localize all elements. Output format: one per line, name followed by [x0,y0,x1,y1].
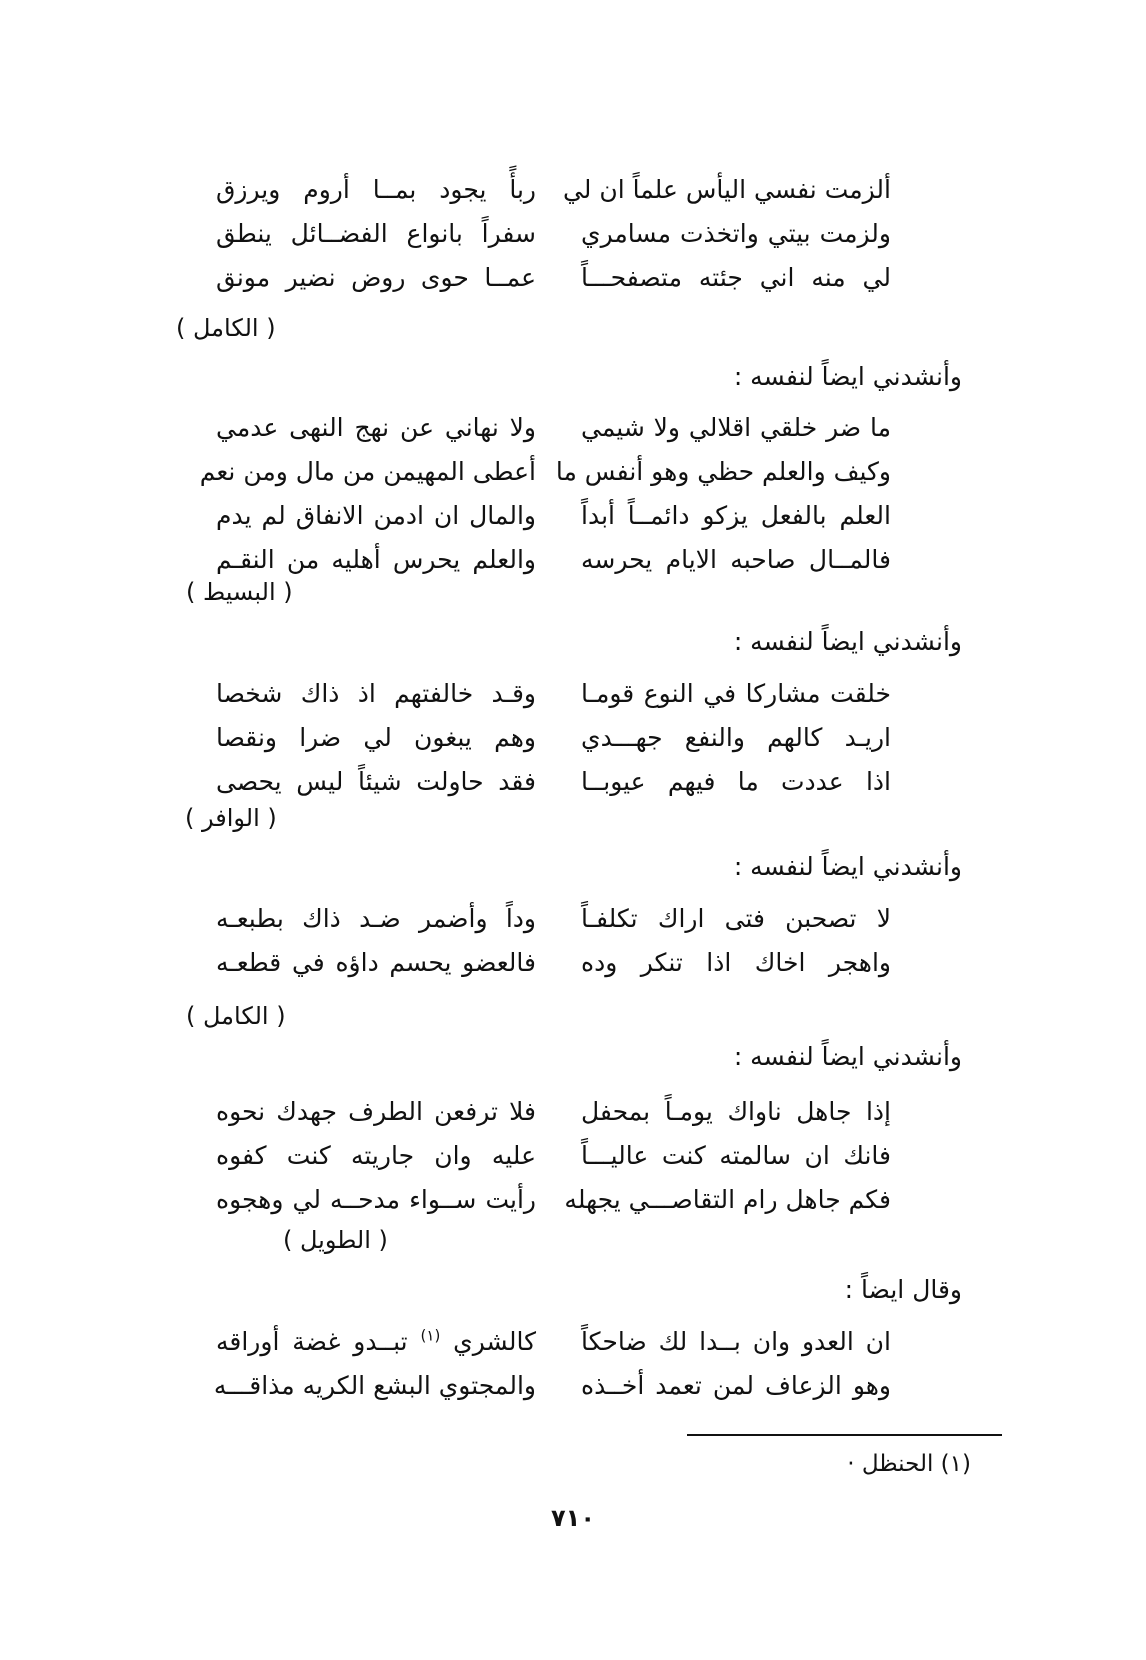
verse-first-hemistich: العلم بالفعل يزكو دائمــاً أبداً [581,501,891,530]
verse-second-hemistich: رأيت ســواء مدحــه لي وهجوه [216,1185,536,1214]
verse [0,1090,1146,1134]
verse [0,1178,1146,1222]
verse-second-hemistich: والعلم يحرس أهليه من النقـم [216,545,536,574]
verse-second-hemistich: فقد حاولت شيئاً ليس يحصى [216,767,536,796]
verse-first-hemistich: فانك ان سالمته كنت عاليـــاً [581,1141,891,1170]
poem-intro: وأنشدني ايضاً لنفسه : [733,1042,962,1071]
verse-second-hemistich: أعطى المهيمن من مال ومن نعم [199,457,536,486]
verse-first-hemistich: ألزمت نفسي اليأس علماً ان لي [562,175,891,204]
verse [0,760,1146,804]
poem-3 [0,672,1146,804]
verse-first-hemistich: خلقت مشاركا في النوع قومـا [581,679,891,708]
poem-4 [0,897,1146,985]
verse [0,538,1146,582]
verse-second-hemistich: والمجتوي البشع الكريه مذاقـــه [213,1371,536,1400]
verse [0,1134,1146,1178]
verse [0,897,1146,941]
verse [0,450,1146,494]
meter-label: ( الوافر ) [185,804,277,832]
verse-first-hemistich: فكم جاهل رام التقاصـــي يجهله [564,1185,891,1214]
verse-second-hemistich [216,1320,536,1364]
verse [0,168,1146,212]
page-number: ٧١٠ [551,1504,595,1532]
poem-5 [0,1090,1146,1222]
verse [0,212,1146,256]
verse-first-hemistich: اريـد كالهم والنفع جهـــدي [581,723,891,752]
verse-second-hemistich: فالعضو يحسم داؤه في قطعـه [216,948,536,977]
verse-second-hemistich: والمال ان ادمن الانفاق لم يدم [216,501,536,530]
footnote-divider [687,1434,1002,1436]
verse [0,256,1146,300]
meter-label: ( الطويل ) [283,1226,388,1254]
poem-1 [0,168,1146,300]
verse [0,941,1146,985]
footnote-marker: (١) [420,1326,441,1345]
verse [0,1320,1146,1364]
poem-2 [0,406,1146,582]
verse-first-hemistich: لي منه اني جئته متصفحـــاً [581,263,891,292]
meter-label: ( الكامل ) [176,314,276,342]
verse-first-hemistich: ولزمت بيتي واتخذت مسامري [581,219,891,248]
verse [0,1364,1146,1408]
verse-text: تبــدو غضة أوراقه [216,1327,408,1356]
verse [0,494,1146,538]
verse-first-hemistich: وهو الزعاف لمن تعمد أخــذه [581,1371,891,1400]
verse-text: كالشري [453,1327,536,1356]
meter-label: ( البسيط ) [186,578,293,606]
poem-6 [0,1320,1146,1408]
poem-intro: وأنشدني ايضاً لنفسه : [733,627,962,656]
meter-label: ( الكامل ) [186,1002,286,1030]
verse [0,406,1146,450]
verse-first-hemistich: فالمــال صاحبه الايام يحرسه [581,545,891,574]
verse-second-hemistich: عليه وان جاريته كنت كفوه [216,1141,536,1170]
verse-first-hemistich: لا تصحبن فتى اراك تكلفـاً [581,904,891,933]
verse [0,716,1146,760]
verse-second-hemistich: سفراً بانواع الفضــائل ينطق [216,219,536,248]
verse-second-hemistich: فلا ترفعن الطرف جهدك نحوه [216,1097,536,1126]
verse-second-hemistich: عمــا حوى روض نضير مونق [216,263,536,292]
verse [0,672,1146,716]
verse-second-hemistich: ولا نهاني عن نهج النهى عدمي [216,413,536,442]
verse-first-hemistich: إذا جاهل ناواك يومـاً بمحفل [581,1097,891,1126]
verse-second-hemistich: وهم يبغون لي ضرا ونقصا [216,723,536,752]
verse-first-hemistich: وكيف والعلم حظي وهو أنفس ما [555,457,891,486]
verse-first-hemistich: اذا عددت ما فيهم عيوبــا [581,767,891,796]
verse-second-hemistich: وداً وأضمر ضـد ذاك بطبعـه [216,904,536,933]
verse-second-hemistich: وقـد خالفتهم اذ ذاك شخصا [216,679,536,708]
verse-first-hemistich: ان العدو وان بــدا لك ضاحكاً [581,1327,891,1356]
poem-intro: وأنشدني ايضاً لنفسه : [733,852,962,881]
verse-second-hemistich: ربأً يجود بمــا أروم ويرزق [216,175,536,204]
footnote: (١) الحنظل · [847,1451,971,1477]
poem-intro: وأنشدني ايضاً لنفسه : [733,362,962,391]
poem-intro: وقال ايضاً : [844,1275,962,1304]
verse-first-hemistich: ما ضر خلقي اقلالي ولا شيمي [581,413,891,442]
verse-first-hemistich: واهجر اخاك اذا تنكر وده [581,948,891,977]
